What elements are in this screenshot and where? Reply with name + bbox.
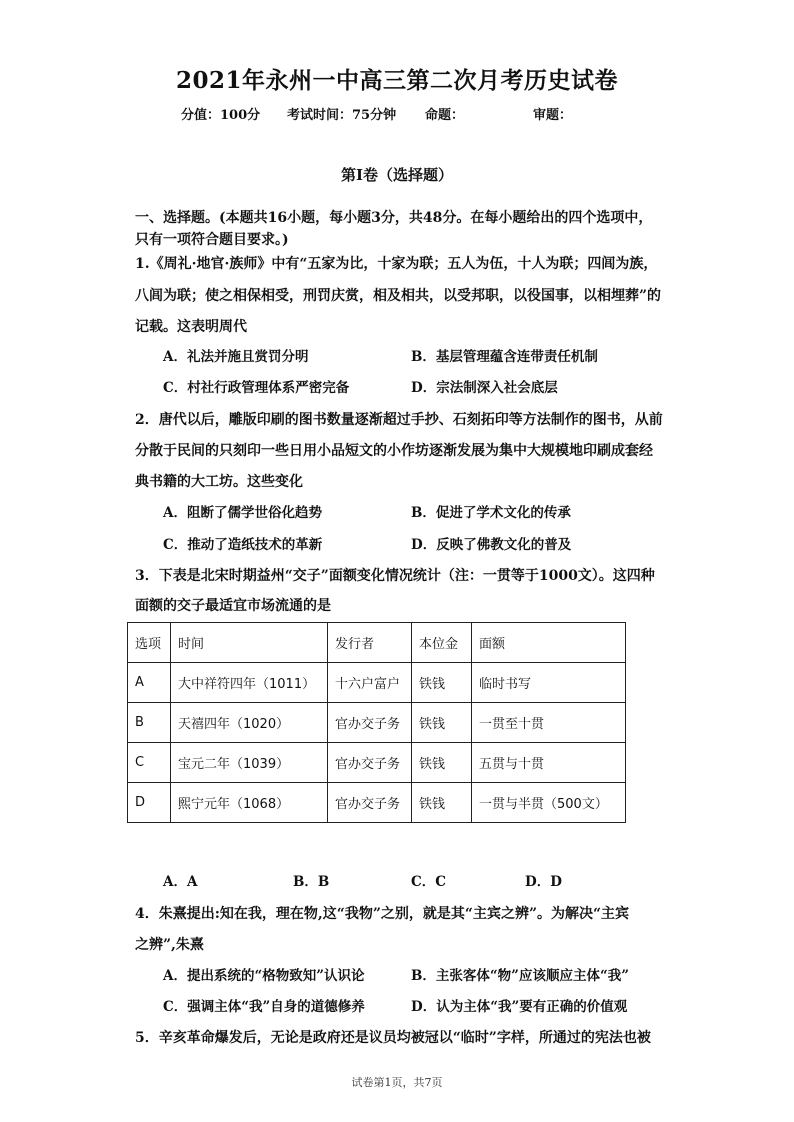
table-cell: 熙宁元年（1068） — [171, 783, 328, 823]
table-cell: 官办交子务 — [328, 783, 412, 823]
page-footer: 试卷第1页，共7页 — [351, 1076, 443, 1089]
table-cell: 铁钱 — [412, 703, 472, 743]
q1-option-b[interactable]: B．基层管理蕴含连带责任机制 — [411, 349, 598, 365]
instructions-line: 只有一项符合题目要求。) — [135, 232, 289, 248]
q3-option-b[interactable]: B．B — [293, 874, 330, 890]
table-cell: 铁钱 — [412, 743, 472, 783]
q4-option-a[interactable]: A．提出系统的“格物致知”认识论 — [163, 968, 365, 984]
table-cell: 十六户富户 — [328, 663, 412, 703]
q1-stem-line: 1.《周礼·地官·族师》中有“五家为比，十家为联；五人为伍，十人为联；四闾为族， — [135, 256, 658, 272]
q1-stem-line: 记载。这表明周代 — [135, 319, 247, 335]
q2-option-a[interactable]: A．阻断了儒学世俗化趋势 — [163, 505, 322, 521]
table-cell: 一贯至十贯 — [472, 703, 626, 743]
q5-stem-line: 5．辛亥革命爆发后，无论是政府还是议员均被冠以“临时”字样，所通过的宪法也被 — [135, 1030, 651, 1046]
q2-option-d[interactable]: D．反映了佛教文化的普及 — [411, 537, 572, 553]
table-cell: B — [128, 703, 171, 743]
jiaozi-table — [127, 622, 626, 823]
table-row — [128, 703, 626, 743]
table-cell: 一贯与半贯（500文） — [472, 783, 626, 823]
table-header-cell: 发行者 — [328, 623, 412, 663]
table-header-cell: 选项 — [128, 623, 171, 663]
table-cell: C — [128, 743, 171, 783]
q4-option-d[interactable]: D．认为主体“我”要有正确的价值观 — [411, 999, 628, 1015]
reviewer-label: 审题： — [533, 108, 573, 123]
section-title: 第I卷（选择题） — [340, 166, 454, 184]
q1-stem-line: 八闾为联；使之相保相受，刑罚庆赏，相及相共，以受邦职，以役国事，以相埋葬”的 — [135, 288, 662, 304]
time-label: 考试时间：75分钟 — [287, 108, 397, 123]
q3-stem-line: 3．下表是北宋时期益州“交子”面额变化情况统计（注：一贯等于1000文）。这四种 — [135, 568, 655, 584]
table-cell: D — [128, 783, 171, 823]
q2-stem-line: 2．唐代以后，雕版印刷的图书数量逐渐超过手抄、石刻拓印等方法制作的图书，从前 — [135, 412, 663, 428]
table-row — [128, 663, 626, 703]
q2-stem-line: 分散于民间的只刻印一些日用小品短文的小作坊逐渐发展为集中大规模地印刷成套经 — [135, 443, 653, 459]
q1-option-d[interactable]: D．宗法制深入社会底层 — [411, 380, 558, 396]
table-cell: 大中祥符四年（1011） — [171, 663, 328, 703]
table-header-cell: 面额 — [472, 623, 626, 663]
exam-title: 2021年永州一中高三第二次月考历史试卷 — [175, 67, 618, 94]
table-header-cell: 本位金 — [412, 623, 472, 663]
setter-label: 命题： — [425, 108, 465, 123]
table-cell: 宝元二年（1039） — [171, 743, 328, 783]
q3-option-a[interactable]: A．A — [163, 874, 198, 890]
exam-meta — [181, 104, 572, 123]
table-cell: 天禧四年（1020） — [171, 703, 328, 743]
q4-option-b[interactable]: B．主张客体“物”应该顺应主体“我” — [411, 968, 629, 984]
table-header-cell: 时间 — [171, 623, 328, 663]
table-cell: 五贯与十贯 — [472, 743, 626, 783]
table-row — [128, 783, 626, 823]
instructions-line: 一、选择题。(本题共16小题，每小题3分，共48分。在每小题给出的四个选项中， — [135, 210, 653, 226]
q4-option-c[interactable]: C．强调主体“我”自身的道德修养 — [163, 999, 365, 1015]
score-label: 分值：100分 — [181, 108, 261, 123]
q4-stem-line: 4．朱熹提出:知在我，理在物,这“我物”之别，就是其“主宾之辨”。为解决“主宾 — [135, 906, 630, 922]
q2-option-b[interactable]: B．促进了学术文化的传承 — [411, 505, 571, 521]
q1-option-c[interactable]: C．村社行政管理体系严密完备 — [163, 380, 350, 396]
table-row — [128, 743, 626, 783]
q3-option-c[interactable]: C．C — [411, 874, 446, 890]
table-header-row — [128, 623, 626, 663]
q1-option-a[interactable]: A．礼法并施且赏罚分明 — [163, 349, 309, 365]
q2-option-c[interactable]: C．推动了造纸技术的革新 — [163, 537, 323, 553]
table-cell: 官办交子务 — [328, 743, 412, 783]
q2-stem-line: 典书籍的大工坊。这些变化 — [135, 474, 303, 490]
table-cell: 官办交子务 — [328, 703, 412, 743]
table-cell: 临时书写 — [472, 663, 626, 703]
table-cell: 铁钱 — [412, 663, 472, 703]
q4-stem-line: 之辨”,朱熹 — [135, 937, 204, 953]
table-cell: 铁钱 — [412, 783, 472, 823]
table-cell: A — [128, 663, 171, 703]
q3-option-d[interactable]: D．D — [525, 874, 562, 890]
q3-stem-line: 面额的交子最适宜市场流通的是 — [135, 598, 331, 614]
